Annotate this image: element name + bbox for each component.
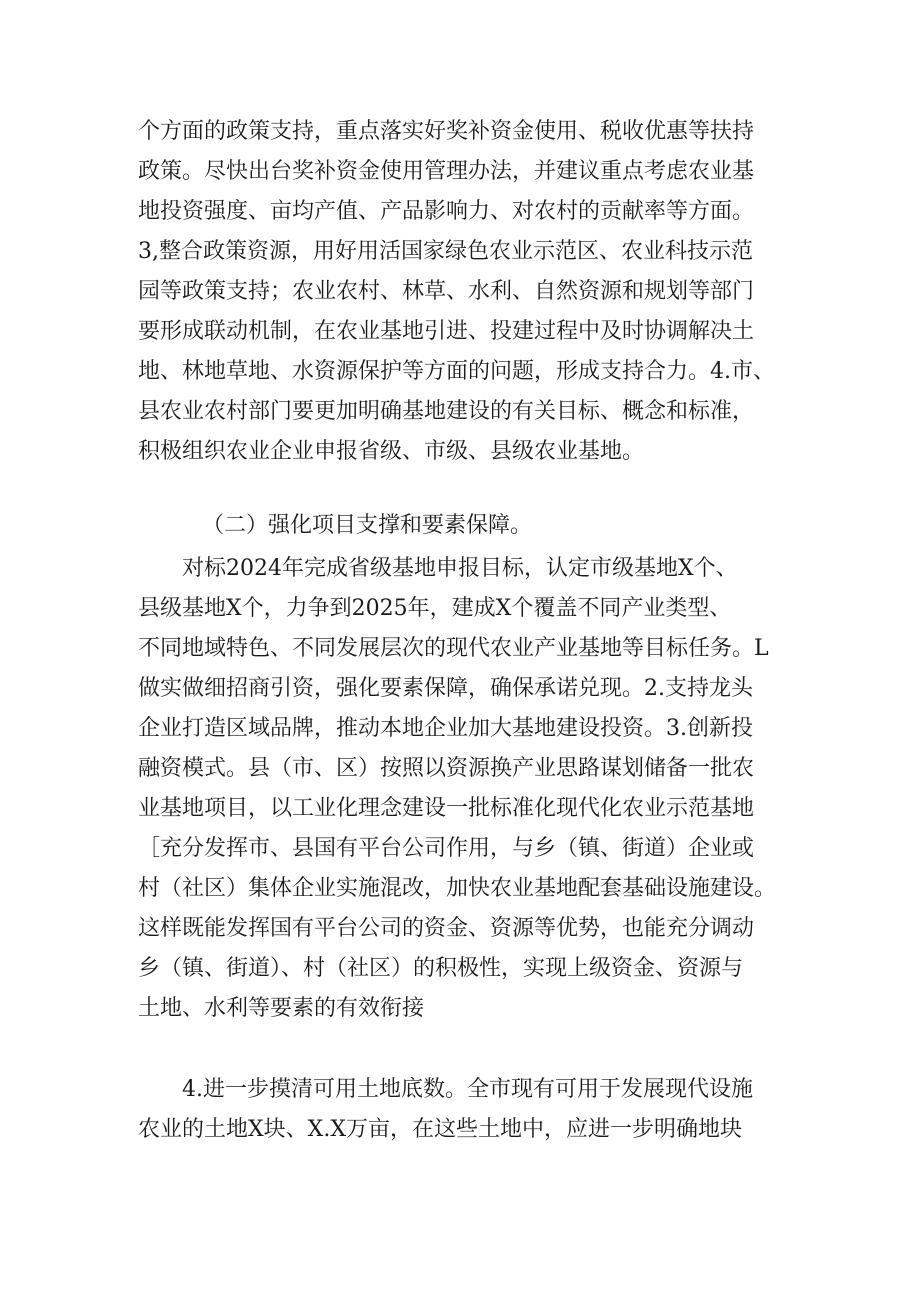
paragraph-policy-support [138, 112, 798, 472]
text-line: 3,整合政策资源，用好用活国家绿色农业示范区、农业科技示范 [138, 239, 753, 264]
paragraph-project-support [138, 549, 798, 1029]
text-line: 村（社区）集体企业实施混改，加快农业基地配套基础设施建设。 [138, 876, 777, 901]
text-line: 个方面的政策支持，重点落实好奖补资金使用、税收优惠等扶持 [138, 119, 755, 144]
text-line: 要形成联动机制，在农业基地引进、投建过程中及时协调解决土 [138, 319, 755, 344]
text-line: 政策。尽快出台奖补资金使用管理办法，并建议重点考虑农业基 [138, 159, 755, 184]
paragraph-land-survey [138, 1070, 798, 1150]
text-line: 不同地域特色、不同发展层次的现代农业产业基地等目标任务。L [138, 636, 769, 661]
text-line: 4.进一步摸清可用土地底数。全市现有可用于发展现代设施 [182, 1077, 753, 1102]
text-line: ［充分发挥市、县国有平台公司作用，与乡（镇、街道）企业或 [138, 836, 755, 861]
text-line: 业基地项目，以工业化理念建设一批标准化现代化农业示范基地 [138, 796, 755, 821]
text-line: 乡（镇、街道）、村（社区）的积极性，实现上级资金、资源与 [138, 956, 744, 981]
text-line: 这样既能发挥国有平台公司的资金、资源等优势，也能充分调动 [138, 916, 755, 941]
text-line: 土地、水利等要素的有效衔接 [138, 996, 425, 1021]
text-line: 地投资强度、亩均产值、产品影响力、对农村的贡献率等方面。 [138, 199, 755, 224]
text-line: 县级基地X个，力争到2025年，建成X个覆盖不同产业类型、 [138, 596, 732, 621]
text-line: 做实做细招商引资，强化要素保障，确保承诺兑现。2.支持龙头 [138, 676, 753, 701]
text-line: 县农业农村部门要更加明确基地建设的有关目标、概念和标准， [138, 399, 755, 424]
text-line: 农业的土地X块、X.X万亩，在这些土地中，应进一步明确地块 [138, 1117, 742, 1142]
text-line: 园等政策支持；农业农村、林草、水利、自然资源和规划等部门 [138, 279, 755, 304]
text-line: 融资模式。县（市、区）按照以资源换产业思路谋划储备一批农 [138, 756, 755, 781]
text-line: 地、林地草地、水资源保护等方面的问题，形成支持合力。4.市、 [138, 359, 775, 384]
section-heading [138, 506, 798, 546]
text-line: 对标2024年完成省级基地申报目标，认定市级基地X个、 [182, 556, 738, 581]
text-line: 企业打造区域品牌，推动本地企业加大基地建设投资。3.创新投 [138, 716, 753, 741]
section-heading-text: （二）强化项目支撑和要素保障。 [202, 513, 533, 538]
text-line: 积极组织农业企业申报省级、市级、县级农业基地。 [138, 439, 645, 464]
